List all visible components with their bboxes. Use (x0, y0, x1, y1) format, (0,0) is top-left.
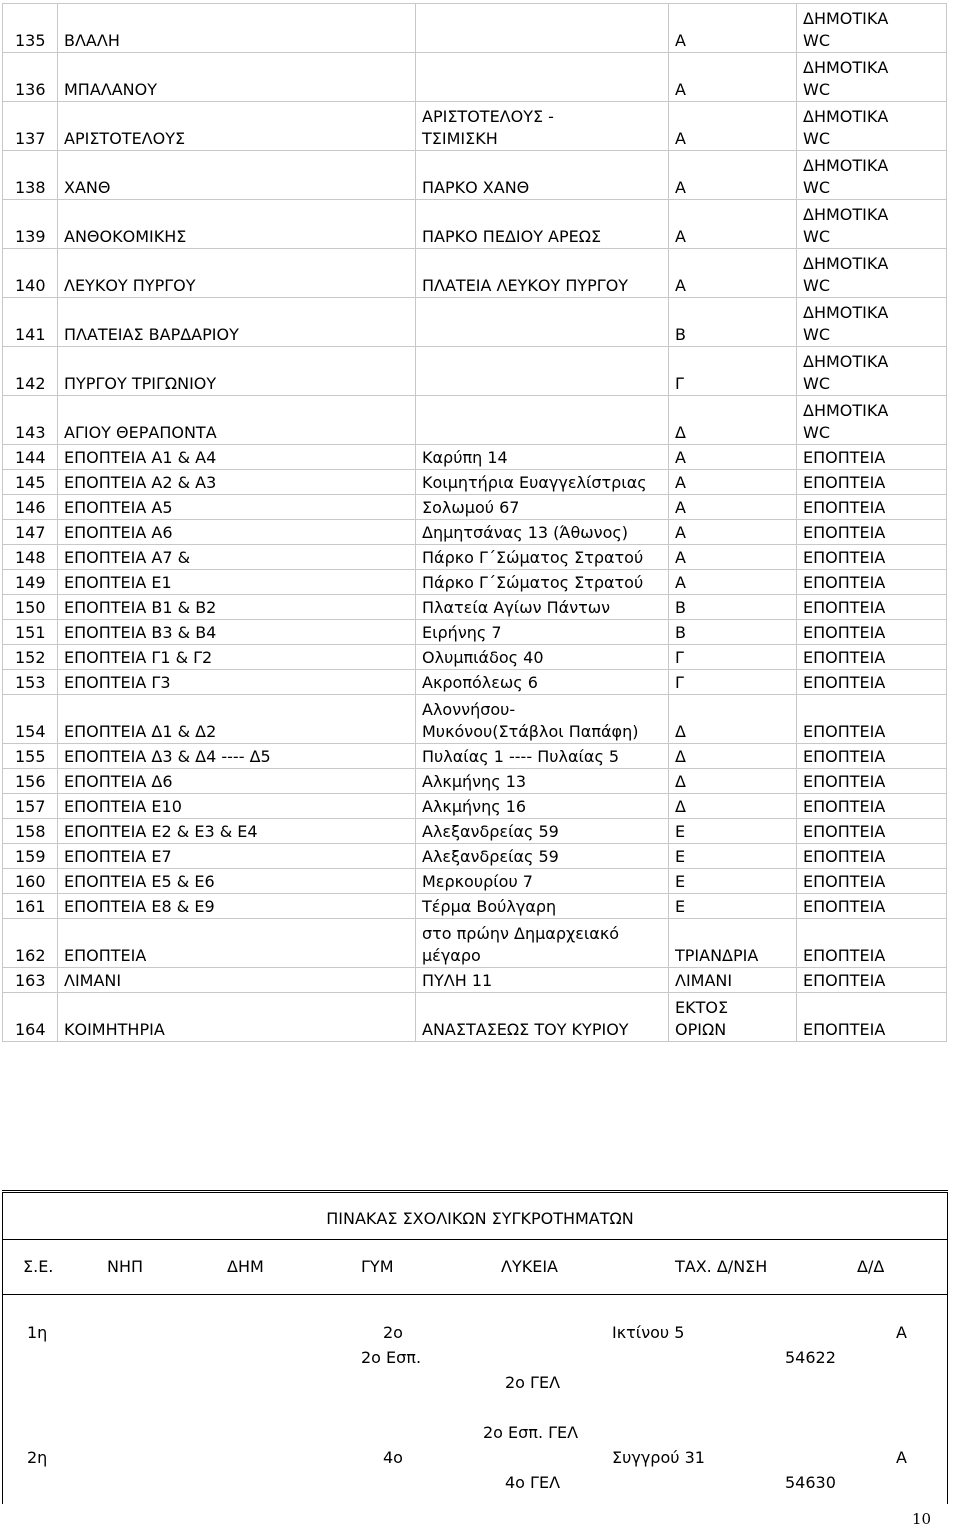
header-dd: Δ/Δ (857, 1257, 885, 1276)
row-zone: Α (669, 102, 797, 151)
row-number: 148 (3, 545, 58, 570)
row-name: ΕΠΟΠΤΕΙΑ Β3 & Β4 (58, 620, 416, 645)
row-zone: ΤΡΙΑΝΔΡΙΑ (669, 919, 797, 968)
row-number: 142 (3, 347, 58, 396)
row-name: ΑΓΙΟΥ ΘΕΡΑΠΟΝΤΑ (58, 396, 416, 445)
row-number: 138 (3, 151, 58, 200)
row-zone: Ε (669, 819, 797, 844)
row-type: ΔΗΜΟΤΙΚΑ WC (797, 200, 947, 249)
row-number: 151 (3, 620, 58, 645)
page-number: 10 (912, 1510, 932, 1528)
row-name: ΒΛΑΛΗ (58, 4, 416, 53)
table-row (3, 595, 947, 620)
row-type: ΕΠΟΠΤΕΙΑ (797, 570, 947, 595)
row-location: Πάρκο Γ΄Σώματος Στρατού (416, 570, 669, 595)
row-number: 161 (3, 894, 58, 919)
row-name: ΕΠΟΠΤΕΙΑ Δ1 & Δ2 (58, 695, 416, 744)
row-zone: Α (669, 470, 797, 495)
row-type: ΔΗΜΟΤΙΚΑ WC (797, 53, 947, 102)
row-type: ΕΠΟΠΤΕΙΑ (797, 645, 947, 670)
row-zone: ΕΚΤΟΣ ΟΡΙΩΝ (669, 993, 797, 1042)
table-row (3, 744, 947, 769)
row-location: ΠΥΛΗ 11 (416, 968, 669, 993)
row-number: 144 (3, 445, 58, 470)
table-row (3, 151, 947, 200)
row-zone: Α (669, 249, 797, 298)
row-zone: Α (669, 445, 797, 470)
row-type: ΔΗΜΟΤΙΚΑ WC (797, 396, 947, 445)
row-location: Σολωμού 67 (416, 495, 669, 520)
row-type: ΕΠΟΠΤΕΙΑ (797, 470, 947, 495)
row-name: ΕΠΟΠΤΕΙΑ Ε8 & Ε9 (58, 894, 416, 919)
row-location: Καρύπη 14 (416, 445, 669, 470)
row-type: ΔΗΜΟΤΙΚΑ WC (797, 347, 947, 396)
row-name: ΕΠΟΠΤΕΙΑ Ε10 (58, 794, 416, 819)
row-location (416, 53, 669, 102)
row-name: ΕΠΟΠΤΕΙΑ Α2 & Α3 (58, 470, 416, 495)
row-name: ΕΠΟΠΤΕΙΑ Α7 & (58, 545, 416, 570)
row-type: ΔΗΜΟΤΙΚΑ WC (797, 151, 947, 200)
row-location (416, 4, 669, 53)
row-number: 146 (3, 495, 58, 520)
facilities-table (2, 3, 947, 1042)
row-name: ΕΠΟΠΤΕΙΑ Α6 (58, 520, 416, 545)
table-row (3, 495, 947, 520)
row-location: Πλατεία Αγίων Πάντων (416, 595, 669, 620)
row-zone: Α (669, 53, 797, 102)
row-number: 136 (3, 53, 58, 102)
table-row (3, 968, 947, 993)
row-zone: Α (669, 200, 797, 249)
row-type: ΔΗΜΟΤΙΚΑ WC (797, 249, 947, 298)
row-zone: ΛΙΜΑΝΙ (669, 968, 797, 993)
row-name: ΕΠΟΠΤΕΙΑ Δ6 (58, 769, 416, 794)
row-name: ΕΠΟΠΤΕΙΑ Ε5 & Ε6 (58, 869, 416, 894)
row-zone: Α (669, 545, 797, 570)
row-zone: Δ (669, 396, 797, 445)
table-row (3, 794, 947, 819)
row-location: Αλεξανδρείας 59 (416, 844, 669, 869)
table-row (3, 645, 947, 670)
row-location: Μερκουρίου 7 (416, 869, 669, 894)
row-zone: Α (669, 495, 797, 520)
row-number: 155 (3, 744, 58, 769)
row-name: ΑΡΙΣΤΟΤΕΛΟΥΣ (58, 102, 416, 151)
row-zone: Δ (669, 794, 797, 819)
row-type: ΕΠΟΠΤΕΙΑ (797, 794, 947, 819)
row-location (416, 298, 669, 347)
row-location: Αλοννήσου- Μυκόνου(Στάβλοι Παπάφη) (416, 695, 669, 744)
row-location: Ειρήνης 7 (416, 620, 669, 645)
table-row (3, 819, 947, 844)
table-title: ΠΙΝΑΚΑΣ ΣΧΟΛΙΚΩΝ ΣΥΓΚΡΟΤΗΜΑΤΩΝ (3, 1193, 947, 1240)
row-zone: Γ (669, 347, 797, 396)
row-type: ΕΠΟΠΤΕΙΑ (797, 869, 947, 894)
row-name: ΑΝΘΟΚΟΜΙΚΗΣ (58, 200, 416, 249)
school-complexes-table: ΠΙΝΑΚΑΣ ΣΧΟΛΙΚΩΝ ΣΥΓΚΡΟΤΗΜΑΤΩΝ Σ.Ε. ΝΗΠ ΔΗΜ ΓΥΜ ΛΥΚΕΙΑ ΤΑΧ. Δ/ΝΣΗ Δ/Δ 1η 2ο 2ο Εσπ. 2ο ΓΕΛ 2ο Εσπ. ΓΕΛ Ικτίνου 5 54622 Α 2η 4ο 4ο ΓΕΛ Συγγρού 31 54630 Α (2, 1192, 948, 1504)
row-location: Πυλαίας 1 ---- Πυλαίας 5 (416, 744, 669, 769)
row-zone: Ε (669, 844, 797, 869)
row-location: ΠΛΑΤΕΙΑ ΛΕΥΚΟΥ ΠΥΡΓΟΥ (416, 249, 669, 298)
row-zone: Α (669, 151, 797, 200)
table-row (3, 993, 947, 1042)
row-number: 139 (3, 200, 58, 249)
row-name: ΕΠΟΠΤΕΙΑ Δ3 & Δ4 ---- Δ5 (58, 744, 416, 769)
row-name: ΕΠΟΠΤΕΙΑ Γ1 & Γ2 (58, 645, 416, 670)
row-name: ΧΑΝΘ (58, 151, 416, 200)
header-nip: ΝΗΠ (107, 1257, 144, 1276)
row-zone: Δ (669, 744, 797, 769)
row-zone: Α (669, 520, 797, 545)
row-type: ΕΠΟΠΤΕΙΑ (797, 744, 947, 769)
row-number: 153 (3, 670, 58, 695)
row-name: ΕΠΟΠΤΕΙΑ Α1 & Α4 (58, 445, 416, 470)
row-number: 163 (3, 968, 58, 993)
row-zone: Β (669, 595, 797, 620)
row-location: ΑΡΙΣΤΟΤΕΛΟΥΣ - ΤΣΙΜΙΣΚΗ (416, 102, 669, 151)
row-location (416, 396, 669, 445)
table-row (3, 298, 947, 347)
table-row (3, 894, 947, 919)
table-row (3, 4, 947, 53)
table-row (3, 919, 947, 968)
row-zone: Α (669, 570, 797, 595)
row-name: ΠΥΡΓΟΥ ΤΡΙΓΩΝΙΟΥ (58, 347, 416, 396)
row-number: 157 (3, 794, 58, 819)
table-row (3, 396, 947, 445)
row-name: ΛΙΜΑΝΙ (58, 968, 416, 993)
row-type: ΕΠΟΠΤΕΙΑ (797, 620, 947, 645)
row-location: ΑΝΑΣΤΑΣΕΩΣ ΤΟΥ ΚΥΡΙΟΥ (416, 993, 669, 1042)
row-location: ΠΑΡΚΟ ΠΕΔΙΟΥ ΑΡΕΩΣ (416, 200, 669, 249)
row-name: ΕΠΟΠΤΕΙΑ Β1 & Β2 (58, 595, 416, 620)
row-number: 160 (3, 869, 58, 894)
header-lykeia: ΛΥΚΕΙΑ (501, 1257, 558, 1276)
row-name: ΜΠΑΛΑΝΟΥ (58, 53, 416, 102)
row-type: ΕΠΟΠΤΕΙΑ (797, 670, 947, 695)
table-row (3, 470, 947, 495)
row-number: 156 (3, 769, 58, 794)
table-row (3, 769, 947, 794)
row-type: ΕΠΟΠΤΕΙΑ (797, 495, 947, 520)
row-location: Αλεξανδρείας 59 (416, 819, 669, 844)
row-type: ΕΠΟΠΤΕΙΑ (797, 595, 947, 620)
row-number: 143 (3, 396, 58, 445)
row-location: στο πρώην Δημαρχειακό μέγαρο (416, 919, 669, 968)
table-row (3, 670, 947, 695)
row-location: Κοιμητήρια Ευαγγελίστριας (416, 470, 669, 495)
row-location: Τέρμα Βούλγαρη (416, 894, 669, 919)
table-row (3, 53, 947, 102)
row-type: ΕΠΟΠΤΕΙΑ (797, 695, 947, 744)
row-type: ΕΠΟΠΤΕΙΑ (797, 919, 947, 968)
row-location: Αλκμήνης 13 (416, 769, 669, 794)
row-number: 159 (3, 844, 58, 869)
row-location: ΠΑΡΚΟ ΧΑΝΘ (416, 151, 669, 200)
table-row (3, 844, 947, 869)
row-zone: Γ (669, 645, 797, 670)
row-name: ΛΕΥΚΟΥ ΠΥΡΓΟΥ (58, 249, 416, 298)
row-number: 145 (3, 470, 58, 495)
table-row (3, 620, 947, 645)
row-type: ΕΠΟΠΤΕΙΑ (797, 894, 947, 919)
table-row (3, 102, 947, 151)
row-name: ΕΠΟΠΤΕΙΑ (58, 919, 416, 968)
row-type: ΕΠΟΠΤΕΙΑ (797, 520, 947, 545)
row-zone: Ε (669, 869, 797, 894)
table-row (3, 347, 947, 396)
header-gym: ΓΥΜ (361, 1257, 394, 1276)
row-type: ΔΗΜΟΤΙΚΑ WC (797, 298, 947, 347)
table-header-row (3, 1239, 947, 1295)
table-row (3, 570, 947, 595)
row-number: 140 (3, 249, 58, 298)
row-type: ΔΗΜΟΤΙΚΑ WC (797, 102, 947, 151)
row-zone: Ε (669, 894, 797, 919)
row-name: ΕΠΟΠΤΕΙΑ Ε7 (58, 844, 416, 869)
row-zone: Γ (669, 670, 797, 695)
row-location (416, 347, 669, 396)
row-type: ΕΠΟΠΤΕΙΑ (797, 545, 947, 570)
table-row (3, 869, 947, 894)
table-row (3, 545, 947, 570)
row-number: 141 (3, 298, 58, 347)
row-number: 158 (3, 819, 58, 844)
row-zone: Α (669, 4, 797, 53)
table-row (3, 249, 947, 298)
row-location: Δημητσάνας 13 (Άθωνος) (416, 520, 669, 545)
row-location: Αλκμήνης 16 (416, 794, 669, 819)
row-number: 154 (3, 695, 58, 744)
row-type: ΔΗΜΟΤΙΚΑ WC (797, 4, 947, 53)
row-name: ΕΠΟΠΤΕΙΑ Γ3 (58, 670, 416, 695)
row-number: 147 (3, 520, 58, 545)
row-type: ΕΠΟΠΤΕΙΑ (797, 844, 947, 869)
row-name: ΕΠΟΠΤΕΙΑ Ε2 & Ε3 & Ε4 (58, 819, 416, 844)
row-location: Ακροπόλεως 6 (416, 670, 669, 695)
row-location: Πάρκο Γ΄Σώματος Στρατού (416, 545, 669, 570)
row-type: ΕΠΟΠΤΕΙΑ (797, 769, 947, 794)
row-name: ΕΠΟΠΤΕΙΑ Ε1 (58, 570, 416, 595)
row-zone: Β (669, 298, 797, 347)
row-name: ΠΛΑΤΕΙΑΣ ΒΑΡΔΑΡΙΟΥ (58, 298, 416, 347)
row-name: ΕΠΟΠΤΕΙΑ Α5 (58, 495, 416, 520)
table-row (3, 520, 947, 545)
row-zone: Δ (669, 769, 797, 794)
row-zone: Β (669, 620, 797, 645)
table-row (3, 445, 947, 470)
table-row (3, 200, 947, 249)
header-address: ΤΑΧ. Δ/ΝΣΗ (675, 1257, 768, 1276)
row-type: ΕΠΟΠΤΕΙΑ (797, 819, 947, 844)
table-row (3, 695, 947, 744)
row-number: 137 (3, 102, 58, 151)
row-zone: Δ (669, 695, 797, 744)
row-type: ΕΠΟΠΤΕΙΑ (797, 445, 947, 470)
row-location: Ολυμπιάδος 40 (416, 645, 669, 670)
row-type: ΕΠΟΠΤΕΙΑ (797, 968, 947, 993)
row-number: 152 (3, 645, 58, 670)
row-number: 150 (3, 595, 58, 620)
row-number: 162 (3, 919, 58, 968)
header-dim: ΔΗΜ (227, 1257, 264, 1276)
row-name: ΚΟΙΜΗΤΗΡΙΑ (58, 993, 416, 1042)
row-number: 135 (3, 4, 58, 53)
row-number: 164 (3, 993, 58, 1042)
row-number: 149 (3, 570, 58, 595)
row-type: ΕΠΟΠΤΕΙΑ (797, 993, 947, 1042)
header-se: Σ.Ε. (23, 1257, 54, 1276)
